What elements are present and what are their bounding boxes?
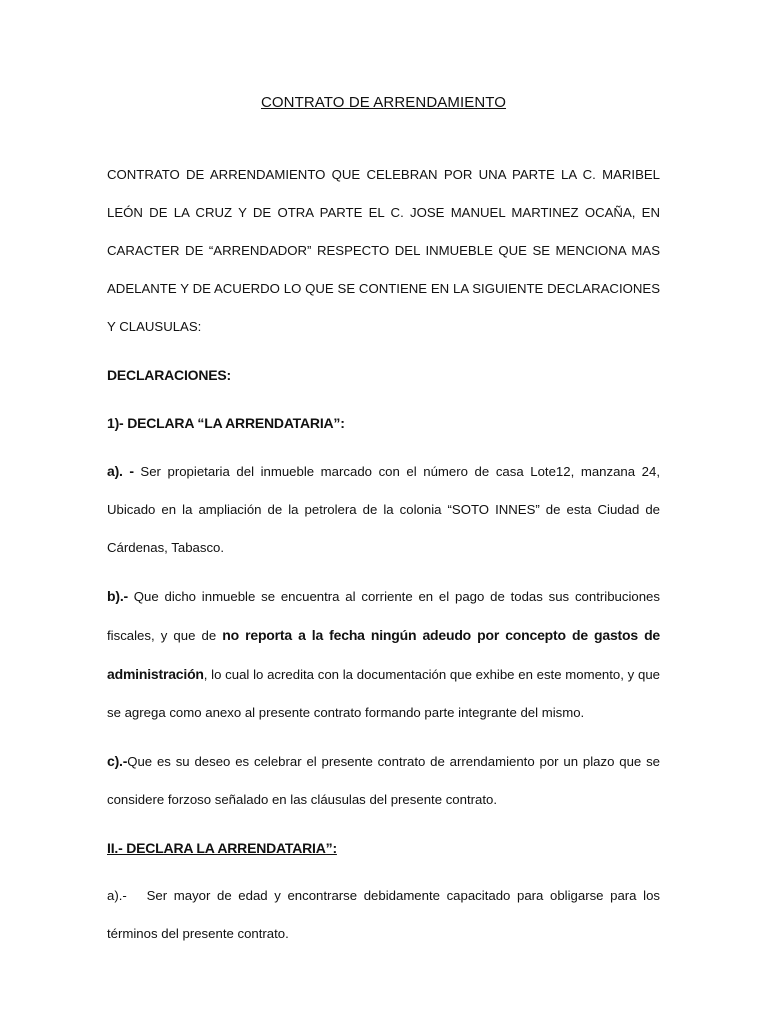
section-1-clause-b [107,577,660,732]
document-title: CONTRATO DE ARRENDAMIENTO [260,94,507,111]
clause-b-bold-text: no reporta a la fecha ningún adeudo por concepto de gastos de administración [107,627,661,682]
clause-a-label: a). - [107,463,134,479]
intro-paragraph: CONTRATO DE ARRENDAMIENTO QUE CELEBRAN POR UNA PARTE LA C. MARIBEL LEÓN DE LA CRUZ Y DE OTRA PARTE EL C. JOSE MANUEL MARTINEZ OCAÑA, EN CARACTER DE “ARRENDADOR” RESPECTO DEL INMUEBLE QUE SE MENCIONA MAS ADELANTE Y DE ACUERDO LO QUE SE CONTIENE EN LA SIGUIENTE DECLARACIONES Y CLAUSULAS: [107,167,660,334]
section-2-clause-a: a).- Ser mayor de edad y encontrarse debidamente capacitado para obligarse para los términos del presente contrato. [107,888,664,941]
section-1-heading: 1)- DECLARA “LA ARRENDATARIA”: [107,415,345,431]
section-2-heading: II.- DECLARA LA ARRENDATARIA”: [107,840,337,856]
clause-c-label: c).- [107,753,128,769]
declaraciones-heading: DECLARACIONES: [107,367,231,383]
clause-a-text: Ser propietaria del inmueble marcado con el número de casa Lote12, manzana 24, Ubicado en la ampliación de la petrolera de la colonia “SOTO INNES” de esta Ciudad de Cárdenas, Tabasco. [107,464,661,555]
section-1-clause-a [107,452,660,567]
document-page [107,92,664,953]
clause-b-label: b).- [107,588,128,604]
clause-c-text: Que es su deseo es celebrar el presente contrato de arrendamiento por un plazo que se considere forzoso señalado en las cláusulas del presente contrato. [107,754,660,807]
section-1-clause-c [107,742,660,819]
clause-b-text-2: , lo cual lo acredita con la documentación que exhibe en este momento, y que se agrega como anexo al presente contrato formando parte integrante del mismo. [107,667,660,720]
clause-b-text-1: Que dicho inmueble se encuentra al corriente en el pago de todas sus contribuciones fiscales, y que de [107,589,660,643]
